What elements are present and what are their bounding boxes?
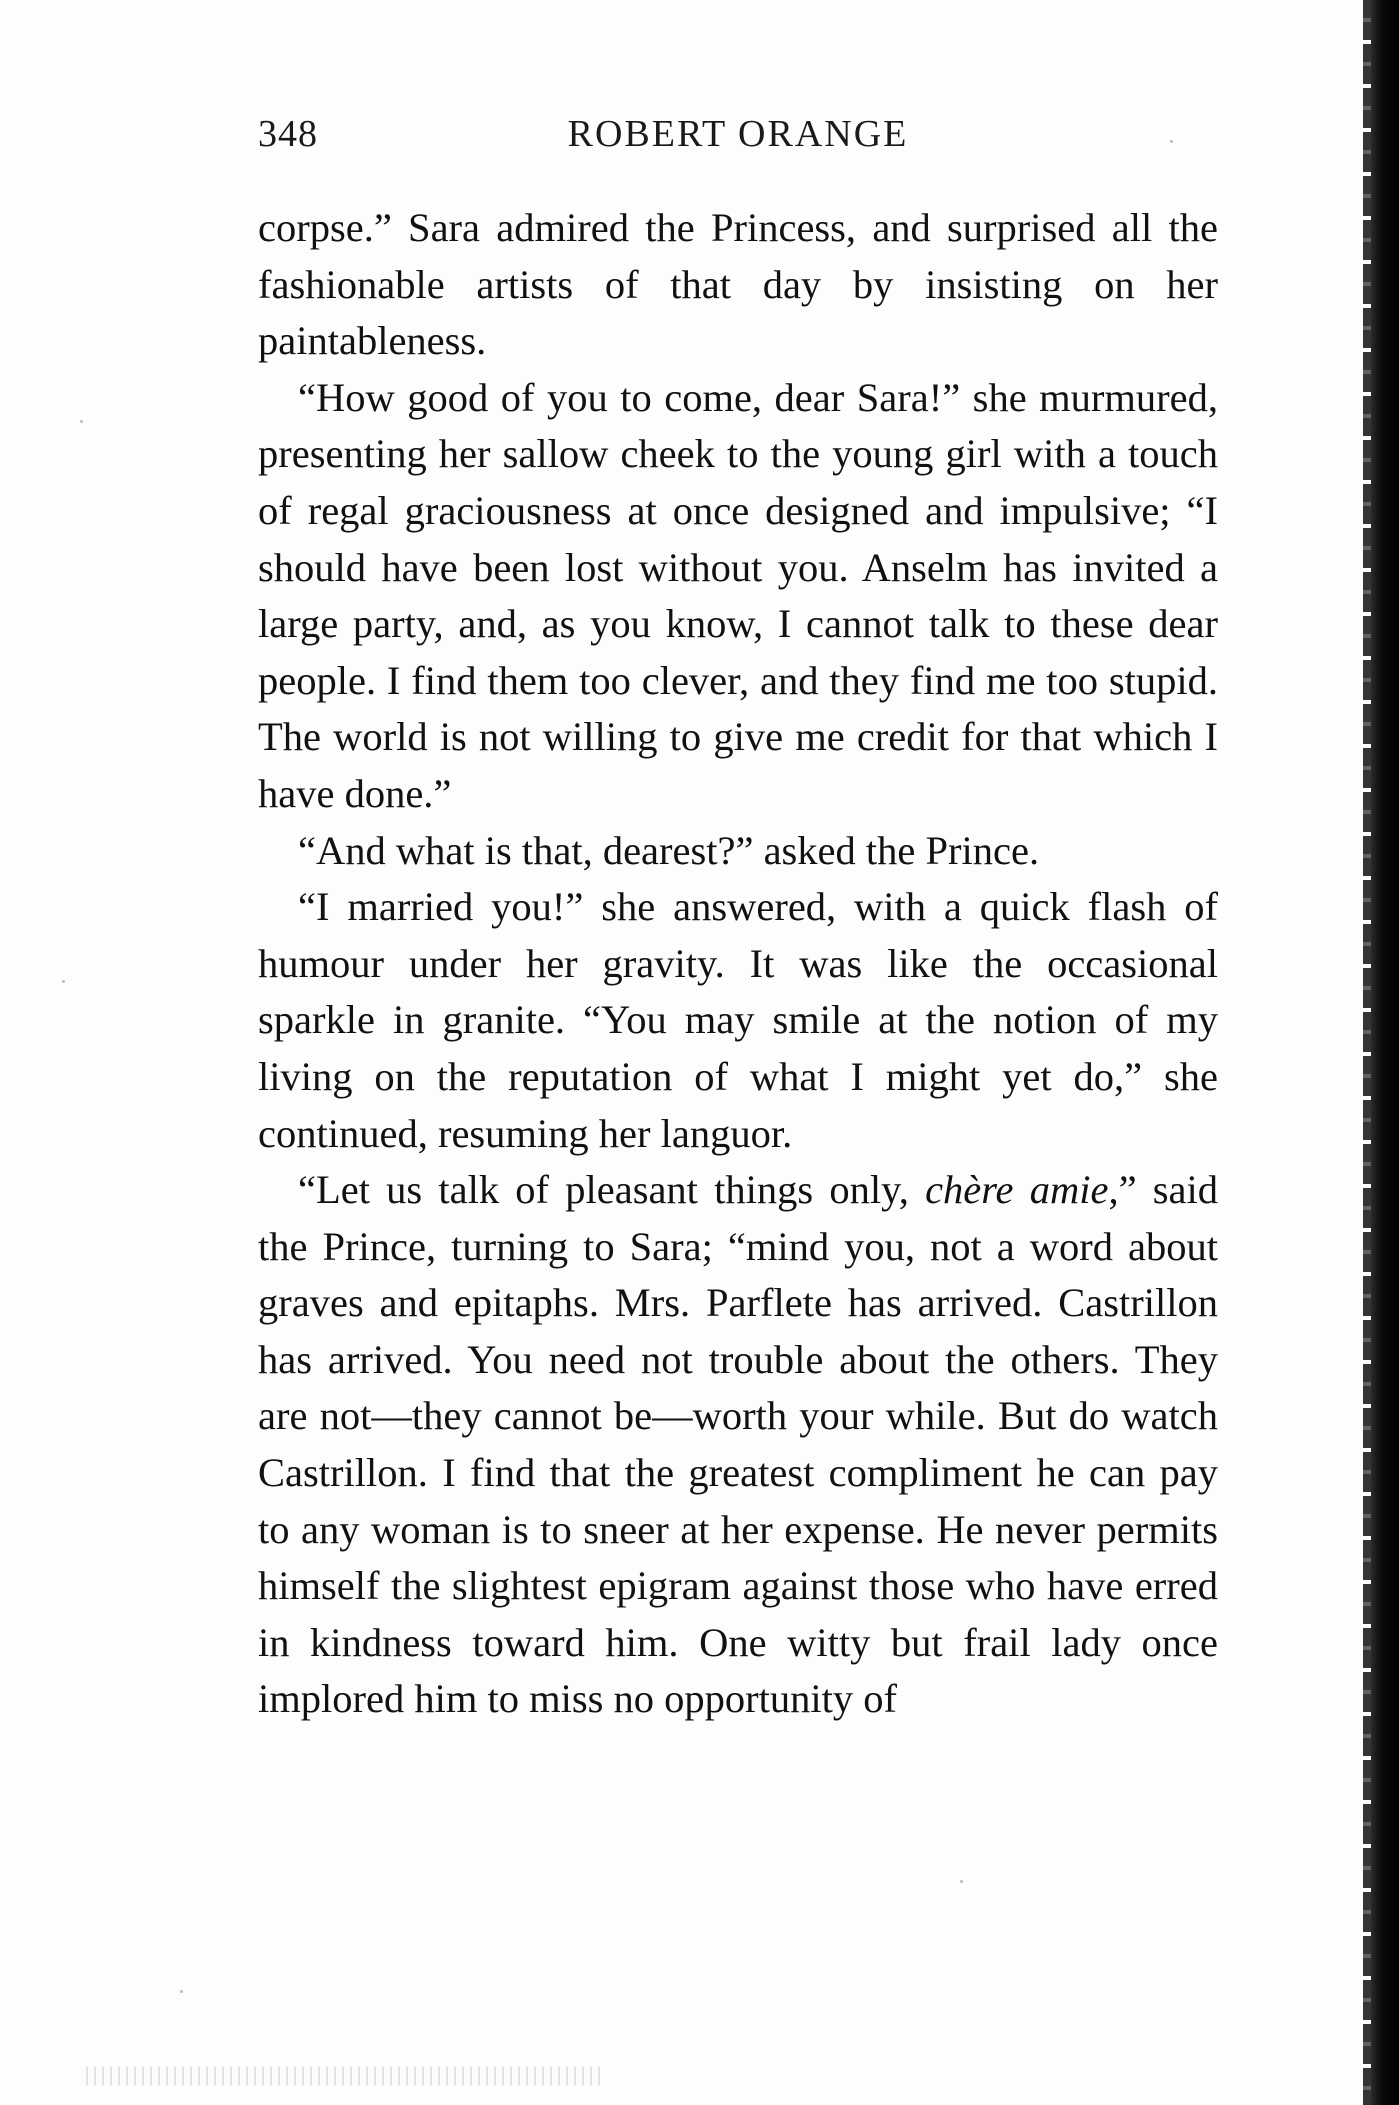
page-number: 348 <box>258 113 318 155</box>
paper-speck <box>80 420 83 423</box>
paragraph <box>258 200 1218 370</box>
running-title: ROBERT ORANGE <box>567 113 909 155</box>
paragraph <box>258 823 1218 880</box>
paper-speck <box>1170 140 1173 143</box>
paper-speck <box>180 1990 183 1993</box>
page-edge-shadow <box>1371 0 1399 2105</box>
bottom-edge-noise <box>80 2067 600 2085</box>
paragraph <box>258 879 1218 1162</box>
page-header <box>258 112 1218 172</box>
paragraph-text: “How good of you to come, dear Sara!” she murmured, presenting her sallow cheek to the young girl with a touch of regal graciousness at once designed and impulsive; “I should have been lost without you. Anselm has invited a large party, and, as you know, I cannot talk to these dear people. I find them too clever, and they find me too stupid. The world is not willing to give me credit for that which I have done.” <box>258 374 1218 816</box>
paper-speck <box>62 980 65 983</box>
paragraph <box>258 1162 1218 1728</box>
paper-speck <box>960 1880 963 1883</box>
paragraph-text: ,” said the Prince, turning to Sara; “mind you, not a word about graves and epitaphs. Mrs. Parflete has arrived. Castrillon has arrived. You need not trouble about the others. They are not—they cannot be—worth your while. But do watch Castrillon. I find that the greatest compliment he can pay to any woman is to sneer at her expense. He never permits himself the slightest epigram against those who have erred in kindness toward him. One witty but frail lady once implored him to miss no opportunity of <box>258 1167 1218 1722</box>
paragraph-text: “I married you!” she answered, with a quick flash of humour under her gravity. It was like the occasional sparkle in granite. “You may smile at the notion of my living on the reputation of what I might yet do,” she continued, resuming her languor. <box>258 884 1218 1156</box>
italic-phrase: chère amie <box>925 1167 1109 1213</box>
paragraph-text: “And what is that, dearest?” asked the Prince. <box>298 827 1040 873</box>
paragraph-text: “Let us talk of pleasant things only, <box>298 1167 926 1213</box>
body-text <box>258 200 1218 1728</box>
paragraph <box>258 370 1218 823</box>
paragraph-text: corpse.” Sara admired the Princess, and surprised all the fashionable artists of that day by insisting on her paintableness. <box>258 205 1218 364</box>
